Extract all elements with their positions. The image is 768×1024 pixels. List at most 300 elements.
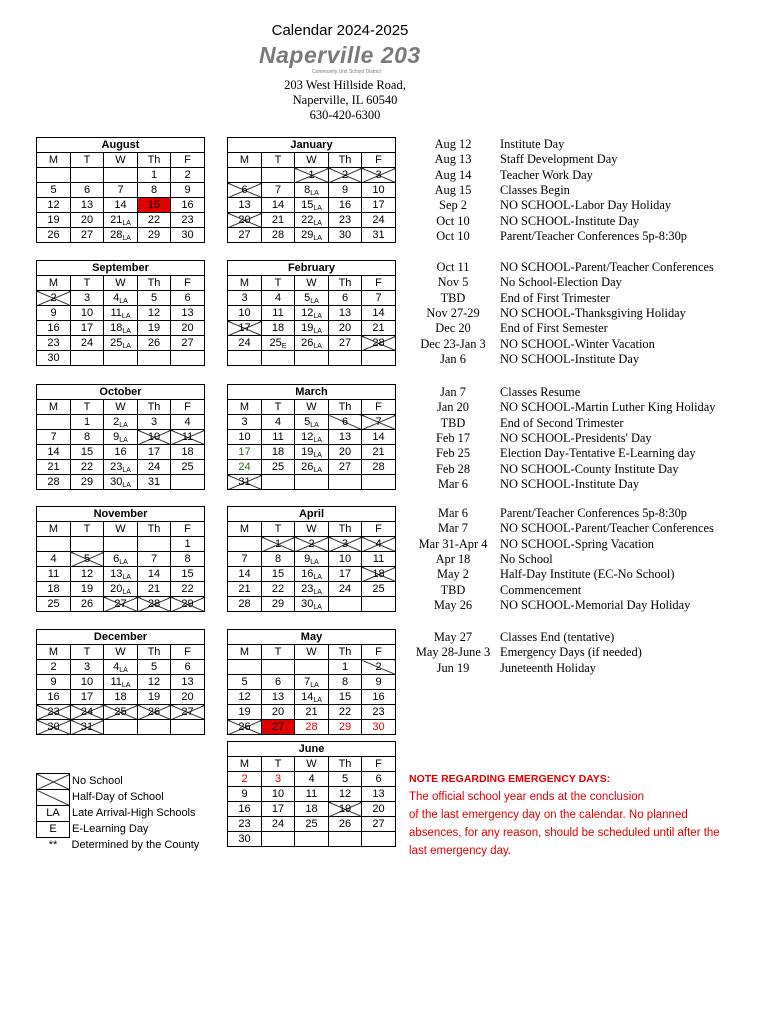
day-cell: 29 — [262, 597, 295, 612]
day-cell: 21 — [228, 582, 262, 597]
week-row — [228, 198, 396, 213]
event-description: Classes End (tentative) — [500, 630, 615, 644]
day-cell: 2 — [37, 660, 71, 675]
week-row — [228, 445, 396, 460]
weekday-header: T — [262, 522, 295, 537]
weekday-header: F — [362, 276, 396, 291]
weekday-header: M — [228, 400, 262, 415]
month-name: February — [228, 261, 396, 276]
event-date: Aug 12 — [434, 137, 472, 151]
event-date: Aug 15 — [434, 182, 472, 197]
week-row — [37, 351, 205, 366]
day-cell: 16 — [37, 321, 71, 336]
week-row — [228, 582, 396, 597]
event-date: Dec 23-Jan 3 — [420, 336, 486, 351]
no-school-key-icon — [37, 774, 70, 790]
day-cell: 3 — [71, 660, 104, 675]
calendar-june — [227, 741, 396, 847]
day-cell: 12 — [138, 675, 171, 690]
day-cell: 15 — [138, 198, 171, 213]
day-cell — [71, 168, 104, 183]
week-row — [228, 430, 396, 445]
day-cell: 23 — [228, 817, 262, 832]
day-cell: $4_{LA}$ — [104, 660, 138, 675]
day-cell: 9 — [37, 306, 71, 321]
legend-row-half-day — [37, 790, 200, 806]
week-row — [228, 321, 396, 336]
day-cell: $20_{LA}$ — [104, 582, 138, 597]
day-cell: $2_{LA}$ — [104, 415, 138, 430]
week-row — [228, 351, 396, 366]
day-cell: 24 — [138, 460, 171, 475]
logo-subtitle: Community Unit School District — [312, 69, 381, 75]
day-cell: 4 — [171, 415, 205, 430]
week-row — [37, 183, 205, 198]
weekday-header: F — [171, 153, 205, 168]
day-cell: 24 — [262, 817, 295, 832]
day-cell — [362, 475, 396, 490]
event-description: NO SCHOOL-Presidents' Day — [500, 430, 652, 445]
day-cell — [37, 415, 71, 430]
legend — [36, 773, 200, 853]
weekday-header: F — [362, 757, 396, 772]
legend-row-no-school — [37, 774, 200, 790]
day-cell: 6 — [171, 291, 205, 306]
day-cell: 2 — [362, 660, 396, 675]
event-date: Mar 31-Apr 4 — [418, 536, 488, 551]
day-cell: 19 — [37, 213, 71, 228]
day-cell: 13 — [362, 787, 396, 802]
day-cell: 26 — [138, 336, 171, 351]
day-cell: 31 — [71, 720, 104, 735]
address-line-1: 203 West Hillside Road, — [284, 78, 406, 92]
weekday-header: M — [37, 645, 71, 660]
week-row — [37, 198, 205, 213]
day-cell: 20 — [228, 213, 262, 228]
week-row — [37, 291, 205, 306]
day-cell — [362, 351, 396, 366]
day-cell: $28_{LA}$ — [104, 228, 138, 243]
day-cell: 18 — [262, 321, 295, 336]
day-cell: 17 — [228, 445, 262, 460]
address-line-2: Naperville, IL 60540 — [292, 93, 398, 107]
day-cell: 25 — [295, 817, 329, 832]
event-description: Institute Day — [500, 137, 565, 151]
day-cell: $5_{LA}$ — [295, 291, 329, 306]
district-logo — [259, 42, 429, 76]
calendar-february — [227, 260, 396, 366]
day-cell: $4_{LA}$ — [104, 291, 138, 306]
day-cell: 9 — [37, 675, 71, 690]
week-row — [37, 306, 205, 321]
legend-label: Late Arrival-High Schools — [72, 807, 196, 819]
day-cell: 22 — [262, 582, 295, 597]
day-cell — [228, 537, 262, 552]
weekday-header: W — [295, 757, 329, 772]
weekday-header: T — [71, 153, 104, 168]
event-date: Oct 11 — [436, 260, 470, 274]
weekday-header: M — [228, 276, 262, 291]
week-row — [37, 582, 205, 597]
day-cell — [138, 720, 171, 735]
day-cell: 29 — [329, 720, 362, 735]
day-cell: 4 — [37, 552, 71, 567]
weekday-header: M — [228, 645, 262, 660]
day-cell: 21 — [37, 460, 71, 475]
day-cell: 7 — [104, 183, 138, 198]
day-cell: $23_{LA}$ — [295, 582, 329, 597]
calendar-december — [36, 629, 205, 735]
event-description: End of First Semester — [500, 321, 608, 336]
event-description: NO SCHOOL-County Institute Day — [500, 461, 679, 476]
legend-row-e-learning — [37, 822, 200, 838]
event-description: NO SCHOOL-Labor Day Holiday — [500, 198, 672, 213]
day-cell: 2 — [171, 168, 205, 183]
event-date: Jan 20 — [436, 400, 469, 415]
day-cell: 27 — [362, 817, 396, 832]
day-cell: 4 — [295, 772, 329, 787]
day-cell: 5 — [37, 183, 71, 198]
day-cell: 8 — [262, 552, 295, 567]
day-cell: 27 — [228, 228, 262, 243]
day-cell: 14 — [228, 567, 262, 582]
day-cell: 9 — [228, 787, 262, 802]
weekday-header: Th — [138, 400, 171, 415]
day-cell: 17 — [138, 445, 171, 460]
weekday-header: M — [37, 522, 71, 537]
weekday-header: Th — [329, 276, 362, 291]
weekday-header: T — [262, 153, 295, 168]
event-description: NO SCHOOL-Winter Vacation — [500, 336, 655, 351]
logo-wordmark: Naperville 203 — [259, 42, 421, 68]
note-heading: NOTE REGARDING EMERGENCY DAYS: — [409, 773, 611, 785]
month-name: May — [228, 630, 396, 645]
month-name: June — [228, 742, 396, 757]
month-name: January — [228, 138, 396, 153]
week-row — [37, 475, 205, 490]
week-row — [228, 690, 396, 705]
weekday-header: W — [295, 153, 329, 168]
day-cell: 24 — [362, 213, 396, 228]
day-cell — [329, 832, 362, 847]
event-date: Mar 6 — [438, 476, 468, 491]
calendar-march — [227, 384, 396, 490]
day-cell: 24 — [329, 582, 362, 597]
day-cell — [262, 832, 295, 847]
weekday-header: F — [362, 153, 396, 168]
day-cell: 27 — [171, 336, 205, 351]
month-name: April — [228, 507, 396, 522]
note-line: of the last emergency day on the calendar. No planned — [409, 809, 688, 821]
event-description: NO SCHOOL-Parent/Teacher Conferences — [500, 260, 714, 274]
event-date: Feb 17 — [435, 430, 471, 445]
day-cell: 3 — [228, 291, 262, 306]
day-cell: 17 — [362, 198, 396, 213]
day-cell: 3 — [228, 415, 262, 430]
month-name: August — [37, 138, 205, 153]
event-description: Parent/Teacher Conferences 5p-8:30p — [500, 506, 687, 520]
day-cell: $19_{LA}$ — [295, 445, 329, 460]
day-cell: 7 — [228, 552, 262, 567]
day-cell: 10 — [228, 430, 262, 445]
day-cell: $12_{LA}$ — [295, 306, 329, 321]
day-cell: 12 — [37, 198, 71, 213]
day-cell: 28 — [138, 597, 171, 612]
day-cell — [295, 475, 329, 490]
week-row — [228, 772, 396, 787]
day-cell: 10 — [71, 306, 104, 321]
day-cell: 1 — [138, 168, 171, 183]
day-cell: 18 — [37, 582, 71, 597]
day-cell: 8 — [138, 183, 171, 198]
week-row — [228, 291, 396, 306]
event-description: Half-Day Institute (EC-No School) — [500, 567, 675, 582]
week-row — [228, 168, 396, 183]
legend-key: ** — [48, 839, 58, 851]
weekday-header: T — [262, 276, 295, 291]
day-cell: 28 — [362, 460, 396, 475]
week-row — [228, 460, 396, 475]
day-cell: 7 — [362, 291, 396, 306]
day-cell: 1 — [329, 660, 362, 675]
week-row — [37, 675, 205, 690]
day-cell: $21_{LA}$ — [104, 213, 138, 228]
event-description: Teacher Work Day — [500, 167, 593, 182]
weekday-header: W — [104, 153, 138, 168]
week-row — [37, 321, 205, 336]
calendar-october — [36, 384, 205, 490]
week-row — [37, 336, 205, 351]
event-description: NO SCHOOL-Martin Luther King Holiday — [500, 400, 716, 415]
event-date: May 2 — [436, 567, 469, 582]
event-date: Oct 10 — [436, 213, 470, 228]
month-name: March — [228, 385, 396, 400]
week-row — [228, 213, 396, 228]
weekday-header: F — [362, 400, 396, 415]
day-cell: 6 — [262, 675, 295, 690]
calendar-may — [227, 629, 396, 735]
event-description: NO SCHOOL-Spring Vacation — [500, 536, 654, 551]
week-row — [228, 787, 396, 802]
day-cell: 29 — [171, 597, 205, 612]
day-cell — [262, 351, 295, 366]
week-row — [228, 552, 396, 567]
day-cell: 11 — [171, 430, 205, 445]
day-cell: 25 — [104, 705, 138, 720]
day-cell: 16 — [104, 445, 138, 460]
week-row — [37, 597, 205, 612]
day-cell: 13 — [171, 306, 205, 321]
day-cell: 28 — [262, 228, 295, 243]
day-cell: 10 — [138, 430, 171, 445]
legend-label: Half-Day of School — [72, 791, 164, 803]
day-cell: 23 — [362, 705, 396, 720]
day-cell: 15 — [71, 445, 104, 460]
day-cell — [228, 351, 262, 366]
day-cell: 24 — [228, 460, 262, 475]
day-cell: 10 — [71, 675, 104, 690]
day-cell: 1 — [171, 537, 205, 552]
weekday-header: Th — [329, 645, 362, 660]
day-cell: 23 — [37, 336, 71, 351]
day-cell: 28 — [37, 475, 71, 490]
day-cell: 24 — [228, 336, 262, 351]
event-description: No School — [500, 551, 553, 566]
day-cell: $11_{LA}$ — [104, 306, 138, 321]
day-cell — [37, 537, 71, 552]
weekday-header: T — [71, 645, 104, 660]
month-name: September — [37, 261, 205, 276]
week-row — [37, 213, 205, 228]
day-cell: 19 — [228, 705, 262, 720]
day-cell: 4 — [262, 415, 295, 430]
day-cell: 12 — [329, 787, 362, 802]
day-cell: $22_{LA}$ — [295, 213, 329, 228]
day-cell — [71, 351, 104, 366]
day-cell: $6_{LA}$ — [104, 552, 138, 567]
day-cell: 27 — [171, 705, 205, 720]
day-cell: $30_{LA}$ — [104, 475, 138, 490]
day-cell: 25 — [362, 582, 396, 597]
day-cell: 2 — [295, 537, 329, 552]
day-cell: 4 — [362, 537, 396, 552]
day-cell: 13 — [329, 306, 362, 321]
day-cell: 21 — [362, 321, 396, 336]
day-cell: 24 — [71, 705, 104, 720]
day-cell: $26_{LA}$ — [295, 336, 329, 351]
weekday-header: F — [362, 645, 396, 660]
day-cell: 5 — [329, 772, 362, 787]
day-cell — [104, 720, 138, 735]
day-cell: 16 — [228, 802, 262, 817]
day-cell: 13 — [171, 675, 205, 690]
calendar-january — [227, 137, 396, 243]
day-cell — [362, 597, 396, 612]
day-cell: $7_{LA}$ — [295, 675, 329, 690]
week-row — [37, 415, 205, 430]
day-cell: 12 — [228, 690, 262, 705]
legend-row-county — [37, 838, 200, 854]
day-cell: 14 — [37, 445, 71, 460]
week-row — [37, 660, 205, 675]
week-row — [228, 336, 396, 351]
week-row — [37, 460, 205, 475]
week-row — [228, 817, 396, 832]
day-cell: 11 — [262, 306, 295, 321]
day-cell — [37, 168, 71, 183]
day-cell: 16 — [37, 690, 71, 705]
event-description: Commencement — [500, 582, 582, 597]
event-date: Feb 28 — [435, 461, 471, 476]
day-cell: 9 — [171, 183, 205, 198]
weekday-header: W — [295, 522, 329, 537]
day-cell: 26 — [37, 228, 71, 243]
day-cell: $25_{LA}$ — [104, 336, 138, 351]
event-date: Aug 14 — [434, 167, 472, 182]
weekday-header: T — [71, 522, 104, 537]
week-row — [37, 690, 205, 705]
weekday-header: F — [171, 522, 205, 537]
day-cell: 26 — [138, 705, 171, 720]
day-cell: 9 — [329, 183, 362, 198]
event-date: TBD — [440, 290, 466, 305]
day-cell: 19 — [329, 802, 362, 817]
week-row — [37, 720, 205, 735]
day-cell: 8 — [71, 430, 104, 445]
day-cell: 31 — [228, 475, 262, 490]
day-cell — [104, 537, 138, 552]
day-cell: 23 — [329, 213, 362, 228]
event-date: May 28-June 3 — [415, 645, 491, 660]
week-row — [228, 660, 396, 675]
day-cell: 16 — [362, 690, 396, 705]
event-date: TBD — [440, 582, 466, 597]
event-description: NO SCHOOL-Parent/Teacher Conferences — [500, 521, 714, 536]
day-cell: 16 — [329, 198, 362, 213]
day-cell: 18 — [171, 445, 205, 460]
legend-key: LA — [37, 806, 70, 822]
week-row — [37, 567, 205, 582]
day-cell: 5 — [138, 291, 171, 306]
weekday-header: T — [71, 276, 104, 291]
day-cell: 23 — [171, 213, 205, 228]
day-cell: 20 — [71, 213, 104, 228]
day-cell: 28 — [228, 597, 262, 612]
day-cell: 20 — [171, 321, 205, 336]
month-name: November — [37, 507, 205, 522]
weekday-header: M — [37, 276, 71, 291]
weekday-header: W — [295, 276, 329, 291]
weekday-header: W — [104, 400, 138, 415]
day-cell: 7 — [37, 430, 71, 445]
calendar-april — [227, 506, 396, 612]
day-cell: 12 — [71, 567, 104, 582]
day-cell: 21 — [138, 582, 171, 597]
event-date: Nov 5 — [437, 275, 469, 290]
day-cell: 6 — [329, 291, 362, 306]
event-date: Jan 6 — [440, 351, 466, 366]
weekday-header: F — [171, 400, 205, 415]
day-cell: 1 — [262, 537, 295, 552]
day-cell: 1 — [71, 415, 104, 430]
week-row — [228, 415, 396, 430]
day-cell — [329, 597, 362, 612]
day-cell: 11 — [362, 552, 396, 567]
day-cell: 26 — [71, 597, 104, 612]
day-cell: $16_{LA}$ — [295, 567, 329, 582]
day-cell: 15 — [171, 567, 205, 582]
day-cell — [362, 832, 396, 847]
half-day-key-icon — [37, 790, 70, 806]
day-cell: 30 — [171, 228, 205, 243]
day-cell: 30 — [37, 351, 71, 366]
day-cell — [171, 351, 205, 366]
day-cell: 31 — [138, 475, 171, 490]
day-cell: 6 — [329, 415, 362, 430]
day-cell: 20 — [362, 802, 396, 817]
event-description: NO SCHOOL-Memorial Day Holiday — [500, 597, 691, 612]
day-cell — [171, 720, 205, 735]
day-cell: 27 — [329, 460, 362, 475]
day-cell: 28 — [362, 336, 396, 351]
weekday-header: Th — [329, 522, 362, 537]
weekday-header: T — [262, 400, 295, 415]
event-description: End of First Trimester — [500, 290, 610, 305]
day-cell: 18 — [362, 567, 396, 582]
day-cell: 7 — [362, 415, 396, 430]
week-row — [228, 720, 396, 735]
day-cell: 31 — [362, 228, 396, 243]
